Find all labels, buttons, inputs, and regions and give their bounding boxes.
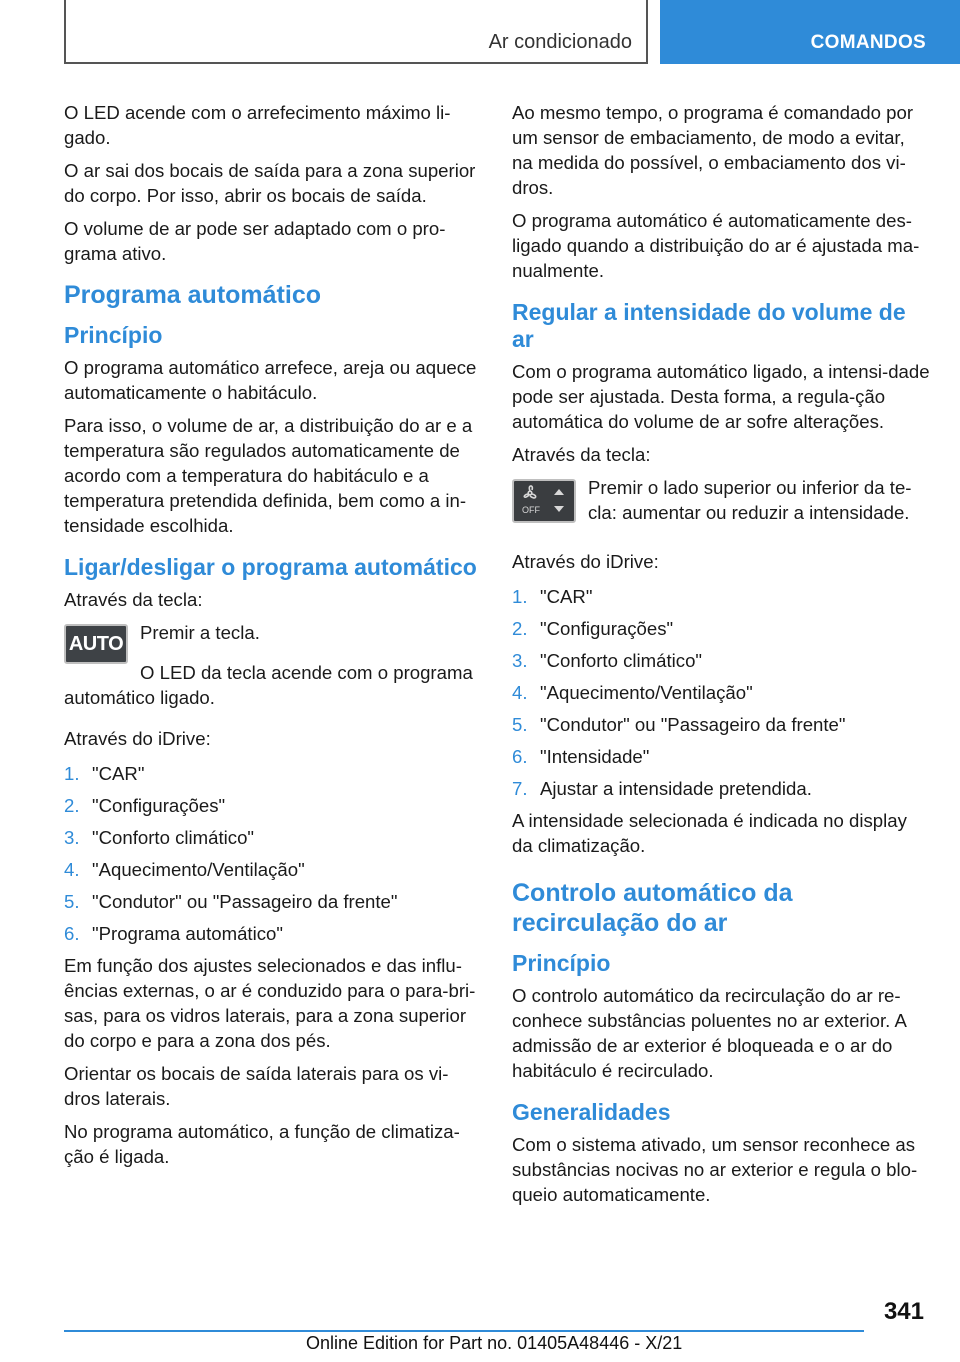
- step-number: 3.: [64, 827, 80, 848]
- heading-regular-intensidade: Regular a intensidade do volume de ar: [512, 299, 906, 352]
- fan-intensity-button-icon: [512, 479, 576, 523]
- list-item: [512, 616, 930, 641]
- step-number: 6.: [64, 923, 80, 944]
- list-item: [64, 825, 482, 850]
- paragraph: O LED acende com o arrefecimento máximo li-gado.: [64, 102, 451, 148]
- fan-up-down-icon: [514, 481, 574, 521]
- step-number: 5.: [64, 891, 80, 912]
- header-section-tab: [64, 0, 648, 64]
- step-number: 2.: [512, 618, 528, 639]
- page-number: 341: [883, 1298, 924, 1325]
- idrive-steps-list: [512, 584, 930, 801]
- list-item: [512, 680, 930, 705]
- paragraph: Através da tecla:: [512, 444, 651, 465]
- step-text: "Aquecimento/Ventilação": [92, 859, 305, 880]
- paragraph: O programa automático é automaticamente des-ligado quando a distribuição do ar é ajustada ma-nualmente.: [512, 210, 920, 281]
- list-item: [64, 889, 482, 914]
- paragraph: O volume de ar pode ser adaptado com o pro-grama ativo.: [64, 218, 446, 264]
- auto-button-icon: AUTO: [64, 624, 128, 664]
- list-item: [64, 921, 482, 946]
- step-text: "Configurações": [540, 618, 674, 639]
- list-item: [512, 648, 930, 673]
- step-text: "CAR": [92, 763, 145, 784]
- step-text: "Conforto climático": [92, 827, 255, 848]
- paragraph: Através do iDrive:: [64, 728, 211, 749]
- step-text: "Configurações": [92, 795, 226, 816]
- step-number: 1.: [64, 763, 80, 784]
- footer-divider: [64, 1330, 864, 1332]
- paragraph: Premir o lado superior ou inferior da te-cla: aumentar ou reduzir a intensidade.: [588, 477, 912, 523]
- step-text: "Programa automático": [92, 923, 283, 944]
- step-text: "Conforto climático": [540, 650, 703, 671]
- paragraph: Através do iDrive:: [512, 551, 659, 572]
- paragraph: Orientar os bocais de saída laterais para os vi-dros laterais.: [64, 1063, 449, 1109]
- auto-key-instruction: [64, 620, 482, 670]
- chapter-title: COMANDOS: [810, 32, 926, 53]
- paragraph: Com o programa automático ligado, a intensi-dade pode ser ajustada. Desta forma, a regula-ção automática do volume de ar sofre alterações.: [512, 361, 930, 432]
- step-number: 5.: [512, 714, 528, 735]
- step-number: 4.: [64, 859, 80, 880]
- step-number: 6.: [512, 746, 528, 767]
- list-item: [64, 793, 482, 818]
- list-item: [64, 857, 482, 882]
- step-text: "Condutor" ou "Passageiro da frente": [92, 891, 398, 912]
- paragraph: O controlo automático da recirculação do ar re-conhece substâncias poluentes no ar exterior. A admissão de ar exterior é bloqueada e o ar do habitáculo é recirculado.: [512, 985, 906, 1081]
- paragraph: Para isso, o volume de ar, a distribuição do ar e a temperatura são regulados automaticamente de acordo com a temperatura do habitáculo e a temperatura pretendida definida, bem como a in-tensidade escolhida.: [64, 415, 473, 536]
- list-item: [64, 761, 482, 786]
- heading-ligar-desligar: Ligar/desligar o programa automático: [64, 554, 477, 580]
- paragraph: O ar sai dos bocais de saída para a zona superior do corpo. Por isso, abrir os bocais de saída.: [64, 160, 476, 206]
- heading-programa-automatico: Programa automático: [64, 281, 322, 309]
- header-chapter-tab: [660, 0, 960, 64]
- paragraph: O programa automático arrefece, areja ou aquece automaticamente o habitáculo.: [64, 357, 477, 403]
- paragraph: No programa automático, a função de climatiza-ção é ligada.: [64, 1121, 460, 1167]
- paragraph: Premir a tecla.: [140, 622, 260, 643]
- paragraph: Em função dos ajustes selecionados e das influ-ências externas, o ar é conduzido para o para-bri-sas, para os vidros laterais, para a zona superior do corpo e para a zona dos pés.: [64, 955, 476, 1051]
- paragraph: Com o sistema ativado, um sensor reconhece as substâncias nocivas no ar exterior e regula o blo-queio automaticamente.: [512, 1134, 918, 1205]
- step-text: "Intensidade": [540, 746, 650, 767]
- heading-principio: Princípio: [512, 950, 611, 976]
- step-text: Ajustar a intensidade pretendida.: [540, 778, 812, 799]
- list-item: [512, 584, 930, 609]
- right-column: [512, 100, 930, 1215]
- step-number: 3.: [512, 650, 528, 671]
- footer-edition: Online Edition for Part no. 01405A48446 - X/21: [306, 1333, 683, 1353]
- paragraph: A intensidade selecionada é indicada no display da climatização.: [512, 810, 907, 856]
- list-item: [512, 744, 930, 769]
- heading-generalidades: Generalidades: [512, 1099, 671, 1125]
- heading-controlo-recirculacao: Controlo automático da recirculação do ar: [512, 879, 793, 937]
- idrive-steps-list: [64, 761, 482, 946]
- paragraph: Ao mesmo tempo, o programa é comandado por um sensor de embaciamento, de modo a evitar, na medida do possível, o embaciamento dos vi-dros.: [512, 102, 914, 198]
- paragraph: Através da tecla:: [64, 589, 203, 610]
- list-item: [512, 712, 930, 737]
- paragraph: O LED da tecla acende com o programa automático ligado.: [64, 662, 473, 708]
- fan-key-instruction: [512, 475, 930, 535]
- step-number: 4.: [512, 682, 528, 703]
- step-number: 1.: [512, 586, 528, 607]
- step-number: 7.: [512, 778, 528, 799]
- step-text: "CAR": [540, 586, 593, 607]
- heading-principio: Princípio: [64, 322, 163, 348]
- step-text: "Condutor" ou "Passageiro da frente": [540, 714, 846, 735]
- section-title: Ar condicionado: [488, 31, 632, 53]
- step-text: "Aquecimento/Ventilação": [540, 682, 753, 703]
- svg-text:OFF: OFF: [522, 505, 540, 515]
- left-column: [64, 100, 482, 1177]
- list-item: [512, 776, 930, 801]
- step-number: 2.: [64, 795, 80, 816]
